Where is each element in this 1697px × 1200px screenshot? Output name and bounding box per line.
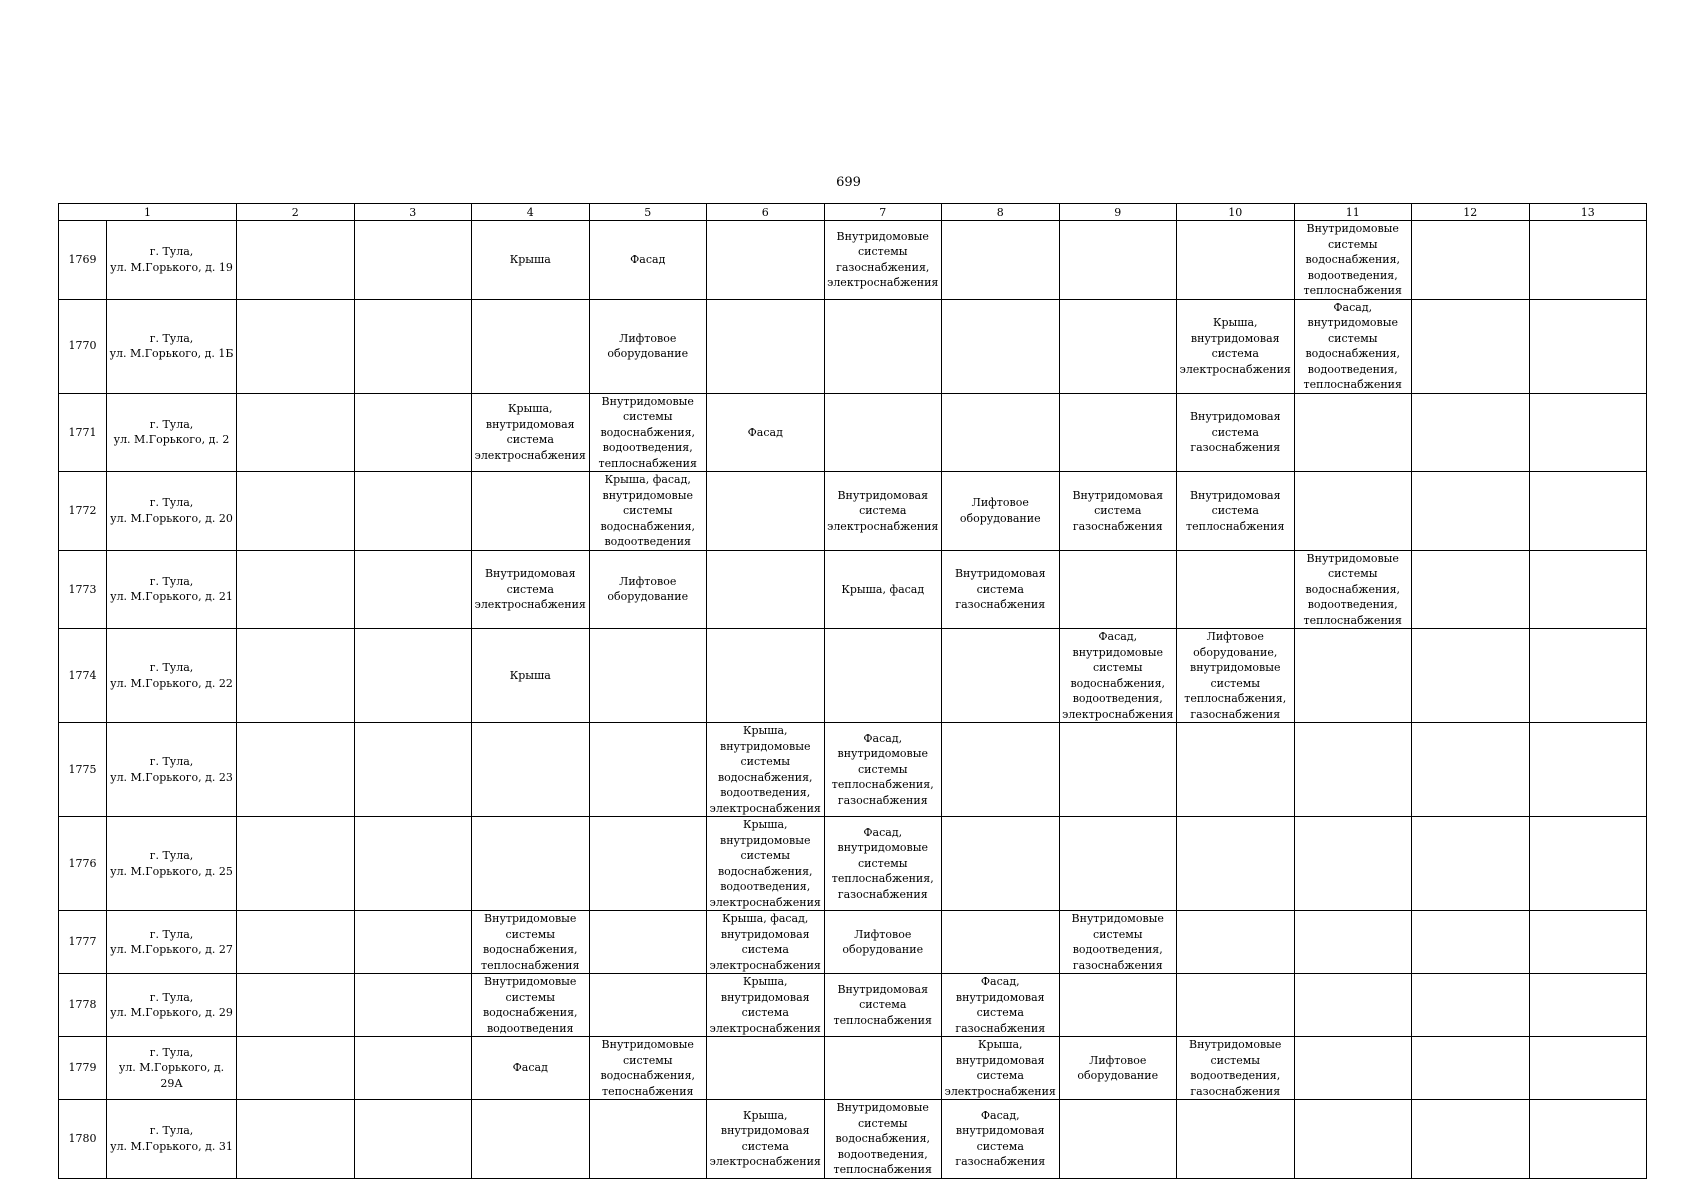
work-text: Фасад (747, 425, 783, 439)
row-number: 1769 (59, 221, 107, 300)
work-cell (1177, 974, 1295, 1037)
work-cell (237, 629, 355, 723)
work-cell (1059, 1100, 1177, 1179)
table-row (59, 911, 1647, 974)
work-text: Внутридомовые системы водоотведения, газоснабжения (1189, 1038, 1282, 1098)
work-cell (589, 221, 707, 300)
work-cell (942, 1100, 1060, 1179)
repair-schedule-table (58, 203, 1647, 1179)
table-row (59, 723, 1647, 817)
work-cell (1529, 629, 1647, 723)
work-cell (1529, 974, 1647, 1037)
work-cell (1177, 550, 1295, 629)
work-cell (707, 1100, 825, 1179)
work-cell (237, 472, 355, 551)
work-text: Крыша, фасад, внутридомовые системы водоснабжения, водоотведения (600, 473, 696, 548)
work-cell (589, 1037, 707, 1100)
column-header: 11 (1294, 204, 1412, 221)
work-text: Внутридомовые системы газоснабжения, электроснабжения (827, 229, 939, 290)
work-cell (707, 974, 825, 1037)
address-text: г. Тула, ул. М.Горького, д. 25 (110, 849, 233, 878)
work-cell (589, 911, 707, 974)
work-text: Крыша, внутридомовая система электроснабжения (709, 1108, 821, 1169)
work-cell (1412, 817, 1530, 911)
work-cell (1294, 1100, 1412, 1179)
work-cell (942, 550, 1060, 629)
row-number: 1780 (59, 1100, 107, 1179)
work-cell (1412, 472, 1530, 551)
work-cell (824, 550, 942, 629)
work-cell (589, 723, 707, 817)
work-cell (942, 911, 1060, 974)
work-cell (1412, 974, 1530, 1037)
work-cell (1059, 817, 1177, 911)
work-text: Крыша, внутридомовые системы водоснабжения, водоотведения, электроснабжения (709, 818, 821, 909)
work-cell (1412, 629, 1530, 723)
address-cell (107, 723, 237, 817)
work-text: Крыша, внутридомовая система электроснабжения (1179, 316, 1291, 376)
work-cell (589, 974, 707, 1037)
row-number: 1775 (59, 723, 107, 817)
work-cell (824, 472, 942, 551)
work-text: Лифтовое оборудование (842, 927, 924, 956)
work-text: Лифтовое оборудование (1077, 1053, 1159, 1082)
work-cell (237, 393, 355, 472)
table-row (59, 817, 1647, 911)
row-number: 1773 (59, 550, 107, 629)
table-row (59, 393, 1647, 472)
table-row (59, 1100, 1647, 1179)
work-cell (942, 1037, 1060, 1100)
work-cell (824, 221, 942, 300)
work-cell (824, 299, 942, 393)
work-cell (942, 817, 1060, 911)
work-cell (1177, 723, 1295, 817)
work-cell (1412, 299, 1530, 393)
work-text: Внутридомовые системы водоснабжения, водоотведения, теплоснабжения (1303, 551, 1402, 627)
work-cell (1294, 1037, 1412, 1100)
address-text: г. Тула, ул. М.Горького, д. 29А (118, 1045, 225, 1090)
work-text: Фасад, внутридомовые системы водоснабжения, водоотведения, электроснабжения (1062, 630, 1174, 721)
work-text: Внутридомовая система газоснабжения (1072, 488, 1164, 533)
table-row (59, 299, 1647, 393)
work-cell (824, 629, 942, 723)
work-cell (942, 974, 1060, 1037)
address-cell (107, 1100, 237, 1179)
work-text: Крыша, внутридомовая система электроснабжения (474, 402, 586, 462)
work-text: Крыша, внутридомовая система электроснабжения (709, 975, 821, 1035)
work-cell (237, 911, 355, 974)
address-cell (107, 393, 237, 472)
address-cell (107, 299, 237, 393)
work-cell (472, 1037, 590, 1100)
work-cell (942, 393, 1060, 472)
work-cell (1177, 393, 1295, 472)
table-row (59, 472, 1647, 551)
work-cell (707, 817, 825, 911)
work-cell (1294, 723, 1412, 817)
work-cell (354, 550, 472, 629)
work-cell (824, 817, 942, 911)
work-cell (824, 911, 942, 974)
work-cell (824, 723, 942, 817)
column-header: 9 (1059, 204, 1177, 221)
work-text: Фасад, внутридомовая система газоснабжения (955, 975, 1046, 1035)
work-cell (1059, 550, 1177, 629)
work-text: Фасад, внутридомовые системы теплоснабжения, газоснабжения (831, 825, 934, 901)
address-cell (107, 974, 237, 1037)
column-header: 13 (1529, 204, 1647, 221)
work-cell (1412, 393, 1530, 472)
column-header: 1 (59, 204, 237, 221)
work-cell (472, 1100, 590, 1179)
work-cell (1294, 629, 1412, 723)
work-cell (472, 221, 590, 300)
row-number: 1778 (59, 974, 107, 1037)
row-number: 1770 (59, 299, 107, 393)
work-cell (1529, 550, 1647, 629)
work-cell (237, 221, 355, 300)
row-number: 1771 (59, 393, 107, 472)
work-cell (707, 911, 825, 974)
work-cell (1177, 299, 1295, 393)
work-cell (237, 1037, 355, 1100)
address-cell (107, 221, 237, 300)
work-cell (472, 550, 590, 629)
address-cell (107, 911, 237, 974)
address-text: г. Тула, ул. М.Горького, д. 2 (113, 417, 230, 447)
work-cell (1294, 393, 1412, 472)
column-header: 7 (824, 204, 942, 221)
work-cell (1177, 629, 1295, 723)
work-text: Фасад, внутридомовые системы теплоснабжения, газоснабжения (831, 731, 934, 807)
table-row (59, 629, 1647, 723)
work-cell (942, 221, 1060, 300)
work-cell (237, 1100, 355, 1179)
work-text: Лифтовое оборудование (959, 496, 1041, 525)
work-cell (1059, 472, 1177, 551)
work-cell (1059, 221, 1177, 300)
work-cell (237, 817, 355, 911)
work-text: Внутридомовые системы водоснабжения, водоотведения (482, 975, 578, 1035)
work-cell (1412, 723, 1530, 817)
work-cell (237, 974, 355, 1037)
column-header: 6 (707, 204, 825, 221)
work-cell (707, 221, 825, 300)
address-text: г. Тула, ул. М.Горького, д. 21 (110, 574, 233, 604)
work-cell (354, 1100, 472, 1179)
row-number: 1772 (59, 472, 107, 551)
work-cell (707, 299, 825, 393)
work-cell (354, 299, 472, 393)
work-cell (589, 1100, 707, 1179)
work-cell (1529, 393, 1647, 472)
address-cell (107, 817, 237, 911)
work-cell (589, 550, 707, 629)
work-text: Внутридомовая система теплоснабжения (1186, 488, 1285, 533)
work-cell (707, 472, 825, 551)
work-cell (1529, 1037, 1647, 1100)
address-text: г. Тула, ул. М.Горького, д. 20 (110, 496, 233, 525)
work-cell (1529, 221, 1647, 300)
work-text: Внутридомовые системы водоснабжения, тепоснабжения (600, 1038, 696, 1098)
work-cell (1177, 911, 1295, 974)
work-cell (237, 723, 355, 817)
work-cell (237, 299, 355, 393)
work-cell (472, 299, 590, 393)
work-text: Внутридомовая система электроснабжения (474, 567, 586, 611)
work-cell (942, 299, 1060, 393)
work-cell (354, 911, 472, 974)
work-text: Внутридомовые системы водоснабжения, теплоснабжения (481, 912, 580, 972)
table-row (59, 1037, 1647, 1100)
work-cell (1059, 911, 1177, 974)
work-cell (707, 393, 825, 472)
work-cell (1294, 221, 1412, 300)
work-text: Крыша, внутридомовая система электроснабжения (944, 1038, 1056, 1098)
work-cell (1177, 221, 1295, 300)
work-cell (1294, 974, 1412, 1037)
work-text: Лифтовое оборудование, внутридомовые системы теплоснабжения, газоснабжения (1184, 630, 1287, 721)
address-text: г. Тула, ул. М.Горького, д. 27 (110, 927, 233, 956)
work-cell (1294, 817, 1412, 911)
work-cell (1529, 1100, 1647, 1179)
work-cell (707, 723, 825, 817)
work-text: Крыша, фасад (841, 582, 925, 596)
work-cell (942, 629, 1060, 723)
work-cell (1412, 221, 1530, 300)
work-cell (1059, 723, 1177, 817)
work-cell (589, 299, 707, 393)
work-cell (354, 817, 472, 911)
address-cell (107, 550, 237, 629)
work-cell (824, 393, 942, 472)
address-text: г. Тула, ул. М.Горького, д. 23 (110, 755, 233, 784)
work-text: Фасад (630, 253, 666, 266)
work-cell (1294, 550, 1412, 629)
work-text: Фасад, внутридомовые системы водоснабжения, водоотведения, теплоснабжения (1303, 300, 1402, 391)
work-cell (1294, 299, 1412, 393)
column-header: 2 (237, 204, 355, 221)
work-cell (354, 1037, 472, 1100)
work-cell (1177, 817, 1295, 911)
address-cell (107, 1037, 237, 1100)
work-cell (1529, 723, 1647, 817)
work-cell (472, 911, 590, 974)
address-text: г. Тула, ул. М.Горького, д. 31 (110, 1124, 233, 1153)
work-text: Лифтовое оборудование (607, 331, 689, 360)
work-cell (1412, 1100, 1530, 1179)
work-cell (589, 393, 707, 472)
table-row (59, 974, 1647, 1037)
row-number: 1777 (59, 911, 107, 974)
work-cell (472, 629, 590, 723)
work-cell (472, 817, 590, 911)
work-cell (354, 723, 472, 817)
work-cell (472, 974, 590, 1037)
work-text: Фасад, внутридомовая система газоснабжения (955, 1108, 1046, 1169)
address-text: г. Тула, ул. М.Горького, д. 22 (110, 661, 233, 690)
work-cell (237, 550, 355, 629)
work-cell (1529, 299, 1647, 393)
address-text: г. Тула, ул. М.Горького, д. 29 (110, 990, 233, 1019)
work-cell (354, 472, 472, 551)
work-text: Внутридомовые системы водоснабжения, водоотведения, теплоснабжения (1303, 222, 1402, 297)
work-cell (589, 817, 707, 911)
work-cell (1412, 911, 1530, 974)
work-text: Внутридомовые системы водоотведения, газоснабжения (1071, 912, 1164, 972)
work-cell (1177, 1037, 1295, 1100)
work-cell (1529, 911, 1647, 974)
work-text: Крыша (509, 253, 551, 266)
work-text: Внутридомовая система теплоснабжения (833, 982, 932, 1027)
table-header-row (59, 204, 1647, 221)
work-text: Фасад (512, 1061, 548, 1075)
work-text: Внутридомовая система газоснабжения (1189, 410, 1281, 454)
work-cell (1412, 1037, 1530, 1100)
work-cell (1529, 817, 1647, 911)
work-cell (824, 974, 942, 1037)
work-cell (1529, 472, 1647, 551)
address-text: г. Тула, ул. М.Горького, д. 19 (110, 245, 233, 274)
column-header: 8 (942, 204, 1060, 221)
work-cell (707, 1037, 825, 1100)
column-header: 3 (354, 204, 472, 221)
row-number: 1779 (59, 1037, 107, 1100)
work-text: Лифтовое оборудование (607, 574, 689, 604)
work-cell (1059, 1037, 1177, 1100)
work-cell (354, 221, 472, 300)
work-cell (824, 1100, 942, 1179)
work-cell (1059, 393, 1177, 472)
work-cell (824, 1037, 942, 1100)
page-number: 699 (836, 175, 861, 190)
work-text: Внутридомовые системы водоснабжения, водоотведения, теплоснабжения (833, 1101, 932, 1176)
work-text: Крыша, фасад, внутридомовая система электроснабжения (709, 912, 821, 972)
work-text: Внутридомовая система газоснабжения (954, 567, 1046, 611)
work-cell (707, 629, 825, 723)
column-header: 5 (589, 204, 707, 221)
work-text: Крыша, внутридомовые системы водоснабжения, водоотведения, электроснабжения (709, 724, 821, 815)
work-cell (1059, 629, 1177, 723)
work-cell (589, 629, 707, 723)
work-cell (589, 472, 707, 551)
work-cell (1059, 974, 1177, 1037)
address-cell (107, 629, 237, 723)
work-cell (942, 723, 1060, 817)
column-header: 4 (472, 204, 590, 221)
work-cell (472, 393, 590, 472)
work-cell (354, 393, 472, 472)
work-text: Внутридомовые системы водоснабжения, водоотведения, теплоснабжения (598, 394, 697, 470)
work-cell (354, 629, 472, 723)
work-cell (1294, 911, 1412, 974)
work-cell (1177, 1100, 1295, 1179)
column-header: 10 (1177, 204, 1295, 221)
column-header: 12 (1412, 204, 1530, 221)
address-cell (107, 472, 237, 551)
address-text: г. Тула, ул. М.Горького, д. 1Б (109, 331, 234, 360)
work-cell (1294, 472, 1412, 551)
work-cell (707, 550, 825, 629)
work-text: Внутридомовая система электроснабжения (827, 488, 939, 533)
work-cell (1177, 472, 1295, 551)
table-row (59, 221, 1647, 300)
work-cell (942, 472, 1060, 551)
row-number: 1776 (59, 817, 107, 911)
work-cell (472, 723, 590, 817)
table-row (59, 550, 1647, 629)
row-number: 1774 (59, 629, 107, 723)
work-cell (1412, 550, 1530, 629)
work-cell (1059, 299, 1177, 393)
work-cell (354, 974, 472, 1037)
work-text: Крыша (509, 668, 551, 682)
work-cell (472, 472, 590, 551)
